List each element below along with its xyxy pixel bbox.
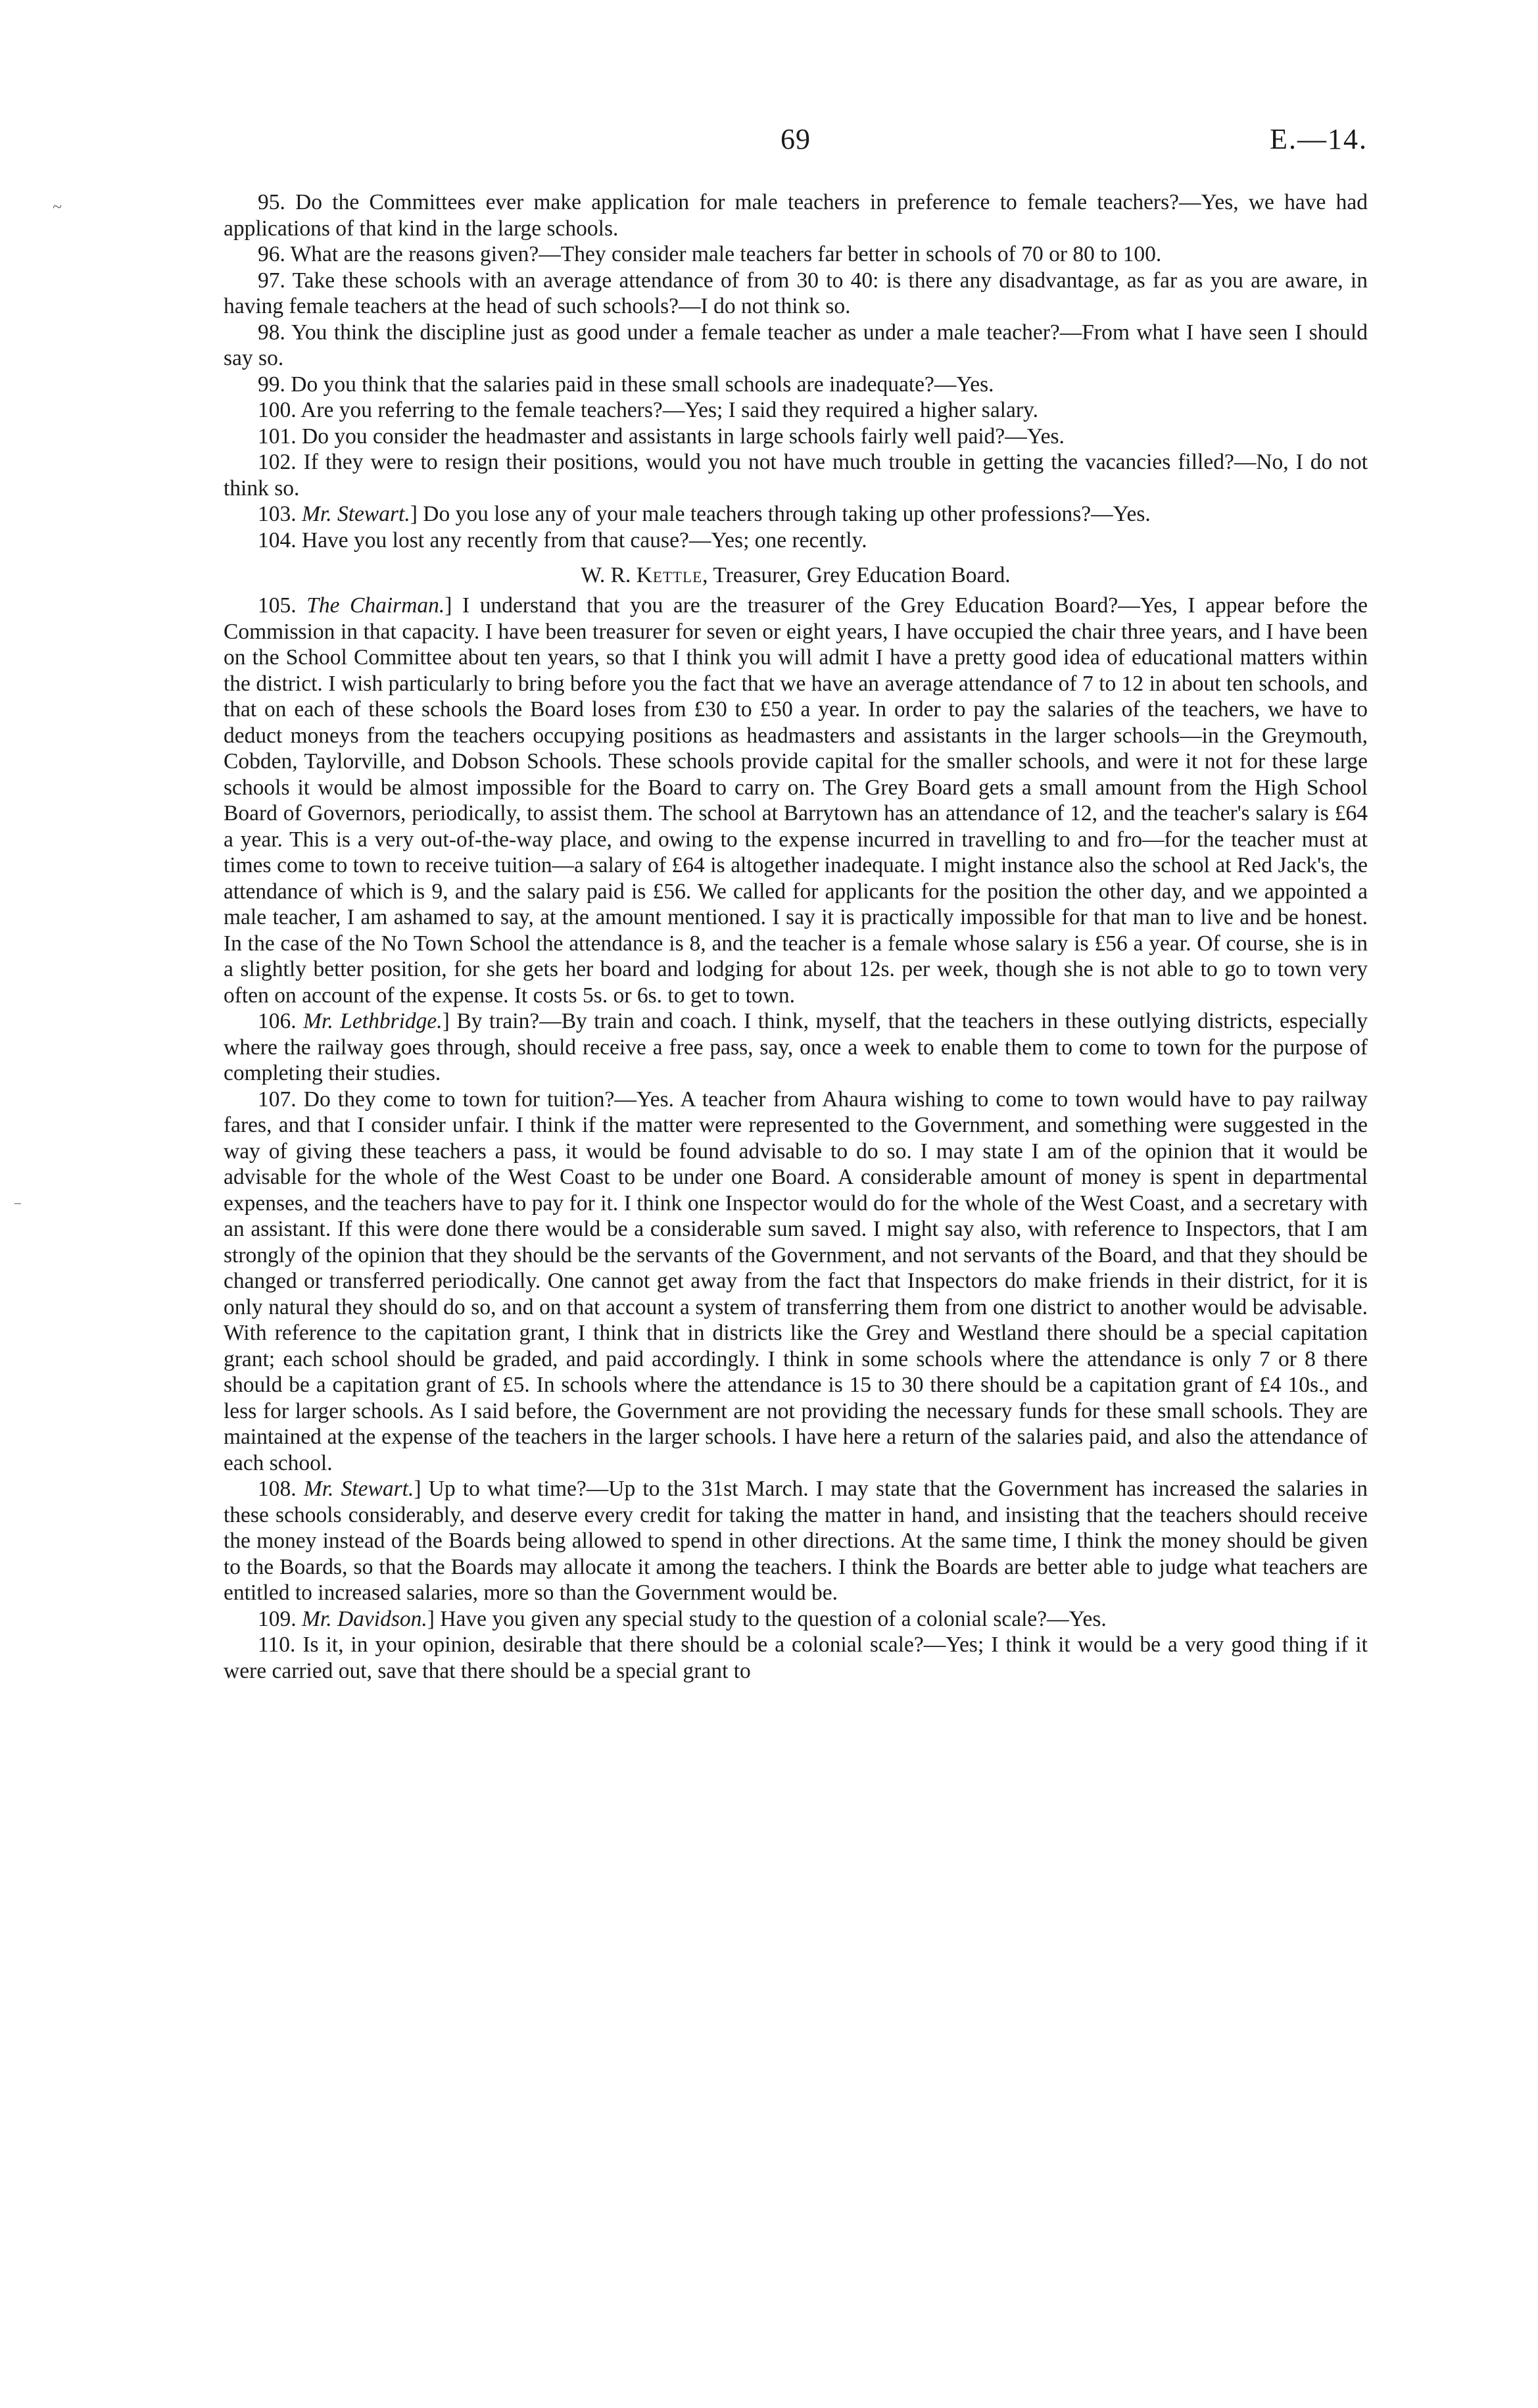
question-number: 99. [258, 372, 285, 397]
question-text: Are you referring to the female teachers?—Yes; I said they required a higher salary. [300, 398, 1038, 422]
speaker-name: Mr. Stewart. [303, 1477, 414, 1501]
question-paragraph [224, 397, 1368, 424]
question-text: ] By train?—By train and coach. I think, myself, that the teachers in these outlying districts, especially where the railway goes through, should receive a free pass, say, once a week to enable them to come to town for the purpose of completing their studies. [224, 1009, 1368, 1085]
speaker-name: Mr. Stewart. [302, 502, 410, 526]
question-paragraph [224, 268, 1368, 320]
question-text: ] Have you given any special study to the question of a colonial scale?—Yes. [427, 1606, 1107, 1631]
question-number: 108. [258, 1477, 297, 1501]
question-paragraph [224, 1632, 1368, 1684]
question-paragraph [224, 1008, 1368, 1087]
question-text: Have you lost any recently from that cause?—Yes; one recently. [302, 528, 867, 553]
questions-block-1 [224, 189, 1368, 553]
question-number: 105. [258, 593, 297, 618]
question-number: 97. [258, 268, 285, 293]
question-number: 110. [258, 1633, 296, 1657]
question-paragraph [224, 1476, 1368, 1606]
question-text: What are the reasons given?—They consider male teachers far better in schools of 70 or 80 to 100. [290, 242, 1162, 266]
question-paragraph [224, 424, 1368, 450]
question-paragraph [224, 593, 1368, 1008]
question-number: 100. [258, 398, 297, 422]
question-paragraph [224, 528, 1368, 554]
questions-block-2 [224, 593, 1368, 1684]
witness-surname: Kettle [636, 563, 703, 587]
question-text: Is it, in your opinion, desirable that there should be a colonial scale?—Yes; I think it would be a very good thing if it were carried out, save that there should be a special grant to [224, 1633, 1368, 1683]
speaker-name: Mr. Davidson. [302, 1606, 427, 1631]
margin-mark: ~ [53, 197, 62, 216]
speaker-name: The Chairman. [306, 593, 445, 618]
question-number: 104. [258, 528, 297, 553]
question-text: ] I understand that you are the treasurer of the Grey Education Board?—Yes, I appear before the Commission in that capacity. I have been treasurer for seven or eight years, I have occupied the chair three years, and I have been on the School Committee about ten years, so that I think you will admit I have a pretty good idea of educational matters within the district. I wish particularly to bring before you the fact that we have an average attendance of 7 to 12 in about ten schools, and that on each of these schools the Board loses from £30 to £50 a year. In order to pay the salaries of the teachers, we have to deduct moneys from the teachers occupying positions as headmasters and assistants in the larger schools—in the Greymouth, Cobden, Taylorville, and Dobson Schools. These schools provide capital for the smaller schools, and were it not for these large schools it would be almost impossible for the Board to carry on. The Grey Board gets a small amount from the High School Board of Governors, periodically, to assist them. The school at Barrytown has an attendance of 12, and the teacher's salary is £64 a year. This is a very out-of-the-way place, and owing to the expense incurred in travelling to and fro—for the teacher must at times come to town to receive tuition—a salary of £64 is altogether inadequate. I might instance also the school at Red Jack's, the attendance of which is 9, and the salary paid is £56. We called for applicants for the position the other day, and we appointed a male teacher, I am ashamed to say, at the amount mentioned. I say it is practically impossible for that man to live and be honest. In the case of the No Town School the attendance is 8, and the teacher is a female whose salary is £56 a year. Of course, she is in a slightly better position, for she gets her board and lodging for about 12s. per week, though she is not able to go to town very often on account of the expense. It costs 5s. or 6s. to get to town. [224, 593, 1368, 1008]
question-number: 107. [258, 1087, 297, 1112]
question-paragraph [224, 1087, 1368, 1477]
question-paragraph [224, 241, 1368, 268]
witness-role: , Treasurer, Grey Education Board. [702, 563, 1011, 587]
page-header [224, 122, 1368, 162]
page-number: 69 [781, 123, 811, 155]
question-text: Do they come to town for tuition?—Yes. A teacher from Ahaura wishing to come to town would have to pay railway fares, and that I consider unfair. I think if the matter were represented to the Government, and something were suggested in the way of giving these teachers a pass, it would be found advisable to do so. I may state I am of the opinion that it would be advisable for the whole of the West Coast to be under one Board. A considerable amount of money is spent in departmental expenses, and the teachers have to pay for it. I think one Inspector would do for the whole of the West Coast, and a secretary with an assistant. If this were done there would be a considerable sum saved. I might say also, with reference to Inspectors, that I am strongly of the opinion that they should be the servants of the Government, and not servants of the Board, and that they should be changed or transferred periodically. One cannot get away from the fact that Inspectors do make friends in their district, for it is only natural they should do so, and on that account a system of transferring them from one district to another would be advisable. With reference to the capitation grant, I think that in districts like the Grey and Westland there should be a special capitation grant; each school should be graded, and paid accordingly. I think in some schools where the attendance is only 7 or 8 there should be a capitation grant of £5. In schools where the attendance is 15 to 30 there should be a capitation grant of £4 10s., and less for larger schools. As I said before, the Government are not providing the necessary funds for these small schools. They are maintained at the expense of the teachers in the larger schools. I have here a return of the salaries paid, and also the attendance of each school. [224, 1087, 1368, 1475]
question-number: 106. [258, 1009, 297, 1033]
witness-initials: W. R. [581, 563, 631, 587]
question-text: If they were to resign their positions, would you not have much trouble in getting the vacancies filled?—No, I do not think so. [224, 450, 1368, 501]
question-paragraph [224, 1606, 1368, 1633]
question-text: You think the discipline just as good under a female teacher as under a male teacher?—From what I have seen I should say so. [224, 320, 1368, 370]
witness-heading [224, 562, 1368, 589]
question-text: Do you think that the salaries paid in these small schools are inadequate?—Yes. [291, 372, 994, 397]
question-paragraph [224, 372, 1368, 398]
document-body [224, 189, 1368, 1684]
question-number: 103. [258, 502, 297, 526]
question-number: 95. [258, 190, 285, 214]
question-text: ] Do you lose any of your male teachers through taking up other professions?—Yes. [410, 502, 1151, 526]
question-paragraph [224, 320, 1368, 372]
question-number: 102. [258, 450, 297, 474]
speaker-name: Mr. Lethbridge. [303, 1009, 443, 1033]
question-number: 101. [258, 424, 297, 449]
question-text: Do you consider the headmaster and assistants in large schools fairly well paid?—Yes. [302, 424, 1065, 449]
question-paragraph [224, 449, 1368, 501]
question-text: Do the Committees ever make application for male teachers in preference to female teachers?—Yes, we have had applications of that kind in the large schools. [224, 190, 1368, 241]
question-number: 109. [258, 1606, 297, 1631]
question-paragraph [224, 189, 1368, 241]
margin-mark: ⁻ [13, 1197, 22, 1216]
question-number: 98. [258, 320, 285, 345]
document-reference: E.—14. [1270, 123, 1368, 155]
question-text: ] Up to what time?—Up to the 31st March. I may state that the Government has increased the salaries in these schools considerably, and deserve every credit for taking the matter in hand, and insisting that the teachers should receive the money instead of the Boards being allowed to spend in other directions. At the same time, I think the money should be given to the Boards, so that the Boards may allocate it among the teachers. I think the Boards are better able to judge what teachers are entitled to increased salaries, more so than the Government would be. [224, 1477, 1368, 1605]
question-paragraph [224, 501, 1368, 528]
question-number: 96. [258, 242, 285, 266]
question-text: Take these schools with an average attendance of from 30 to 40: is there any disadvantage, as far as you are aware, in having female teachers at the head of such schools?—I do not think so. [224, 268, 1368, 318]
